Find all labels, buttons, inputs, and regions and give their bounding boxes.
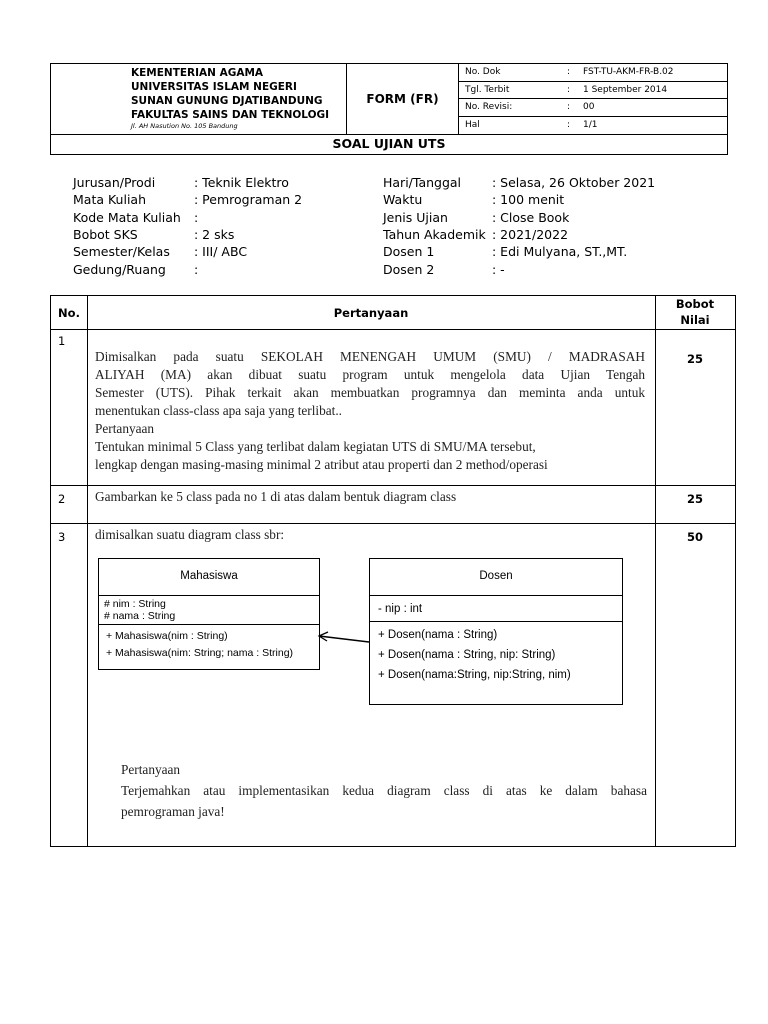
meta-key: Tgl. Terbit bbox=[465, 84, 510, 95]
info-label: Tahun Akademik bbox=[383, 226, 486, 242]
meta-key: No. Dok bbox=[465, 67, 501, 77]
info-label: Dosen 2 bbox=[383, 261, 435, 277]
row-divider bbox=[51, 485, 735, 486]
info-value: : Selasa, 26 Oktober 2021 bbox=[492, 175, 656, 190]
uml-method: + Mahasiswa(nim : String) bbox=[106, 630, 228, 642]
institution-address: Jl. AH Nasution No. 105 Bandung bbox=[131, 122, 238, 130]
info-value: : Close Book bbox=[492, 209, 570, 225]
info-label: Bobot SKS bbox=[73, 226, 138, 242]
meta-row bbox=[459, 82, 727, 100]
document-meta bbox=[459, 64, 727, 134]
uml-class-dosen bbox=[369, 558, 623, 705]
uml-separator bbox=[370, 595, 622, 596]
uml-class-mahasiswa bbox=[98, 558, 320, 670]
column-header-question: Pertanyaan bbox=[333, 306, 409, 320]
info-value: : Edi Mulyana, ST.,MT. bbox=[492, 244, 628, 260]
org-line-3: SUNAN GUNUNG DJATIBANDUNG bbox=[131, 95, 323, 107]
column-divider bbox=[87, 296, 88, 846]
question-2-text: Gambarkan ke 5 class pada no 1 di atas dalam bentuk diagram class bbox=[95, 489, 457, 504]
column-header-weight-2: Nilai bbox=[680, 313, 710, 327]
info-value: : bbox=[194, 261, 199, 277]
info-label: Kode Mata Kuliah bbox=[73, 209, 181, 225]
info-value: : 2 sks bbox=[194, 226, 235, 242]
row-divider bbox=[51, 329, 735, 330]
column-header-weight-1: Bobot bbox=[675, 297, 715, 311]
document-header bbox=[50, 63, 728, 155]
info-value: : bbox=[194, 209, 199, 225]
question-3-label: Pertanyaan bbox=[121, 762, 181, 777]
question-1-line: menentukan class-class apa saja yang terlibat.. bbox=[95, 403, 343, 418]
uml-method: + Dosen(nama : String) bbox=[378, 629, 498, 641]
meta-value: 00 bbox=[583, 102, 595, 112]
question-number: 2 bbox=[58, 492, 66, 506]
uml-separator bbox=[99, 624, 319, 625]
institution-block bbox=[51, 64, 347, 134]
org-line-2: UNIVERSITAS ISLAM NEGERI bbox=[131, 81, 297, 93]
question-weight: 50 bbox=[686, 530, 703, 544]
info-label: Mata Kuliah bbox=[73, 192, 147, 208]
info-label: Jurusan/Prodi bbox=[73, 175, 156, 190]
meta-row bbox=[459, 117, 727, 135]
org-line-4: FAKULTAS SAINS DAN TEKNOLOGI bbox=[131, 109, 330, 121]
question-number: 1 bbox=[58, 334, 66, 348]
question-1-line: ALIYAH (MA) akan dibuat suatu program untuk mengelola data Ujian Tengah bbox=[95, 367, 645, 382]
info-value: : III/ ABC bbox=[194, 244, 248, 260]
info-label: Waktu bbox=[383, 192, 423, 208]
info-label: Dosen 1 bbox=[383, 244, 435, 260]
org-line-1: KEMENTERIAN AGAMA bbox=[131, 67, 264, 79]
question-1-line: lengkap dengan masing-masing minimal 2 atribut atau properti dan 2 method/operasi bbox=[95, 457, 548, 472]
meta-key: Hal bbox=[465, 119, 480, 130]
meta-sep: : bbox=[567, 119, 571, 130]
meta-value: 1/1 bbox=[583, 119, 598, 130]
form-label: FORM (FR) bbox=[347, 64, 459, 134]
meta-sep: : bbox=[567, 84, 571, 95]
uml-attribute: # nim : String bbox=[104, 598, 166, 610]
question-weight: 25 bbox=[686, 352, 703, 366]
uml-class-name: Mahasiswa bbox=[180, 570, 238, 582]
uml-association-arrow bbox=[313, 630, 377, 644]
question-3-line: Terjemahkan atau implementasikan kedua diagram class di atas ke dalam bahasa bbox=[121, 783, 647, 798]
uml-method: + Mahasiswa(nim: String; nama : String) bbox=[106, 647, 294, 659]
meta-value: FST-TU-AKM-FR-B.02 bbox=[583, 67, 674, 77]
question-number: 3 bbox=[58, 530, 66, 544]
info-label: Hari/Tanggal bbox=[383, 175, 462, 190]
question-1-text bbox=[95, 348, 645, 474]
meta-key: No. Revisi: bbox=[465, 102, 513, 112]
info-value: : - bbox=[492, 261, 505, 277]
question-1-line: Semester (UTS). Pihak terkait akan membuatkan programnya dan meminta anda untuk bbox=[95, 385, 645, 400]
question-weight: 25 bbox=[686, 492, 703, 506]
question-3-text: dimisalkan suatu diagram class sbr: bbox=[95, 527, 285, 542]
info-value: : Teknik Elektro bbox=[194, 175, 289, 190]
meta-value: 1 September 2014 bbox=[583, 84, 668, 95]
info-label: Semester/Kelas bbox=[73, 244, 170, 260]
uml-separator bbox=[99, 595, 319, 596]
meta-sep: : bbox=[567, 102, 571, 112]
column-divider bbox=[655, 296, 656, 846]
document-title: SOAL UJIAN UTS bbox=[51, 134, 727, 154]
info-value: : 100 menit bbox=[492, 192, 565, 208]
info-value: : Pemrograman 2 bbox=[194, 192, 303, 208]
question-1-line: Tentukan minimal 5 Class yang terlibat dalam kegiatan UTS di SMU/MA tersebut, bbox=[95, 439, 536, 454]
question-1-line: Dimisalkan pada suatu SEKOLAH MENENGAH UMUM (SMU) / MADRASAH bbox=[95, 349, 645, 364]
uml-separator bbox=[370, 621, 622, 622]
uml-class-name: Dosen bbox=[479, 570, 513, 582]
meta-row bbox=[459, 64, 727, 82]
info-label: Gedung/Ruang bbox=[73, 261, 166, 277]
column-header-no: No. bbox=[58, 306, 80, 320]
uml-method: + Dosen(nama:String, nip:String, nim) bbox=[378, 669, 571, 681]
uml-attribute: - nip : int bbox=[378, 603, 423, 615]
info-value: : 2021/2022 bbox=[492, 226, 569, 242]
meta-row bbox=[459, 99, 727, 117]
question-3-line: pemrograman java! bbox=[121, 804, 225, 819]
question-1-line: Pertanyaan bbox=[95, 421, 155, 436]
uml-method: + Dosen(nama : String, nip: String) bbox=[378, 649, 556, 661]
row-divider bbox=[51, 523, 735, 524]
info-label: Jenis Ujian bbox=[383, 209, 448, 225]
uml-attribute: # nama : String bbox=[104, 610, 176, 622]
meta-sep: : bbox=[567, 67, 571, 77]
questions-table bbox=[50, 295, 736, 847]
